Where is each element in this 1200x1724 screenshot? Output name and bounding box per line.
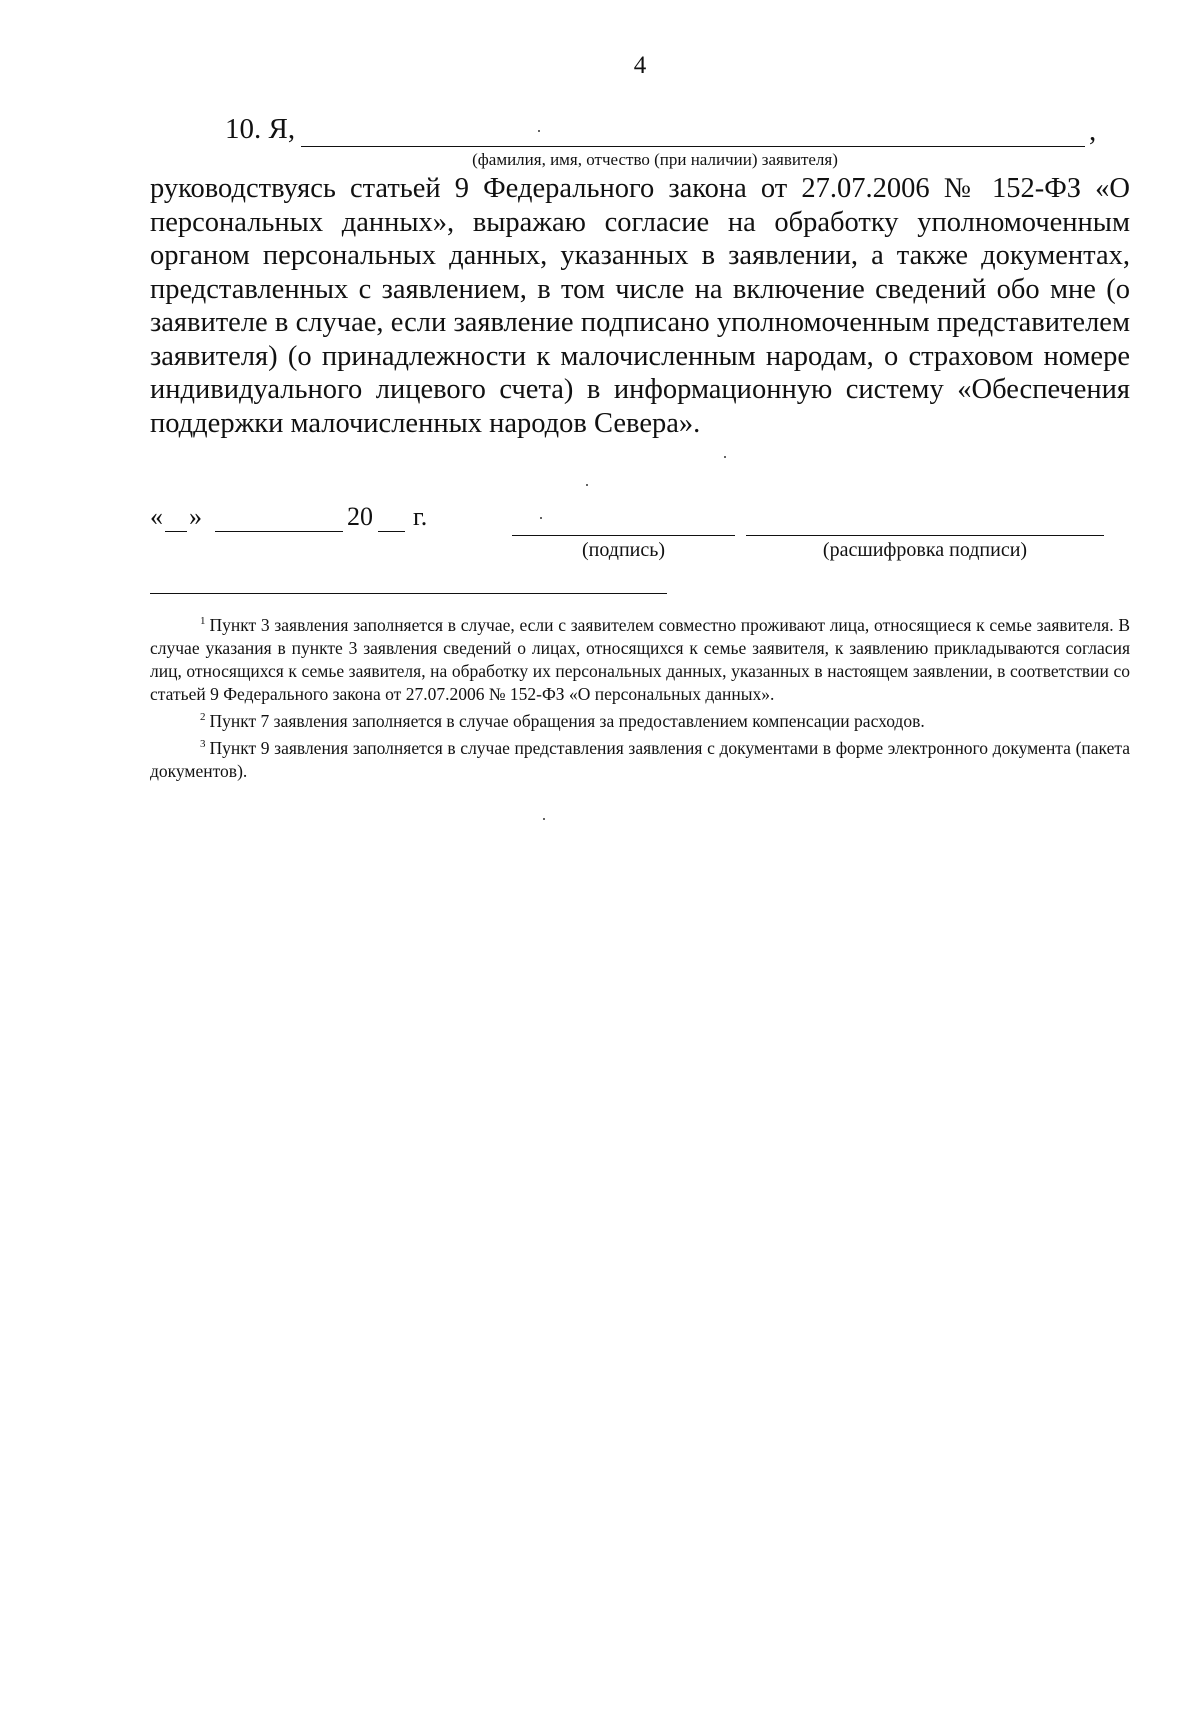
applicant-name-comma: , <box>1089 115 1097 147</box>
applicant-name-line <box>225 113 1105 149</box>
signature-field[interactable] <box>512 535 735 536</box>
footnote-separator <box>150 593 667 594</box>
consent-item-prefix: 10. Я, <box>225 113 296 145</box>
scan-speck <box>586 484 588 486</box>
signature-caption: (подпись) <box>581 539 666 561</box>
year-suffix: г. <box>413 502 428 531</box>
footnote-text: Пункт 9 заявления заполняется в случае представления заявления с документами в форме электронного документа (пакета документов). <box>150 738 1130 781</box>
scan-speck <box>540 517 542 519</box>
footnote-text: Пункт 3 заявления заполняется в случае, если с заявителем совместно проживают лица, относящиеся к семье заявителя. В случае указания в пункте 3 заявления сведений о лицах, относящихся к семье заявителя, к заявлению прикладываются согласия лиц, относящихся к семье заявителя, на обработку их персональных данных, указанных в настоящем заявлении, в соответствии со статьей 9 Федерального закона от 27.07.2006 № 152-ФЗ «О персональных данных». <box>150 615 1130 704</box>
signature-transcript-field[interactable] <box>746 535 1104 536</box>
footnote-text: Пункт 7 заявления заполняется в случае обращения за предоставлением компенсации расходов. <box>209 711 925 731</box>
footnote-item <box>150 733 1130 783</box>
day-field[interactable] <box>165 531 187 532</box>
year-prefix: 20 <box>347 502 373 531</box>
applicant-name-field[interactable] <box>301 146 1085 147</box>
applicant-name-caption: (фамилия, имя, отчество (при наличии) заявителя) <box>472 150 838 169</box>
footnote-mark: 1 <box>200 615 206 627</box>
footnotes <box>150 610 1130 783</box>
date-quote-open: « <box>150 502 163 531</box>
footnote-item <box>150 706 1130 733</box>
consent-body-text: руководствуясь статьей 9 Федерального закона от 27.07.2006 № 152-ФЗ «О персональных данных», выражаю согласие на обработку уполномоченным органом персональных данных, указанных в заявлении, а также документах, представленных с заявлением, в том числе на включение сведений обо мне (о заявителе в случае, если заявление подписано уполномоченным представителем заявителя) (о принадлежности к малочисленным народам, о страховом номере индивидуального лицевого счета) в информационную систему «Обеспечения поддержки малочисленных народов Севера». <box>150 173 1130 439</box>
scan-speck <box>543 818 545 820</box>
scan-speck <box>724 456 726 458</box>
footnote-item <box>150 610 1130 706</box>
date-row <box>150 502 490 536</box>
year-field[interactable] <box>378 531 405 532</box>
month-field[interactable] <box>215 531 343 532</box>
signature-transcript-caption: (расшифровка подписи) <box>822 539 1028 561</box>
date-quote-close: » <box>189 502 202 531</box>
page-number: 4 <box>633 52 647 79</box>
footnote-mark: 2 <box>200 711 206 723</box>
scan-speck <box>538 130 540 132</box>
footnote-mark: 3 <box>200 738 206 750</box>
